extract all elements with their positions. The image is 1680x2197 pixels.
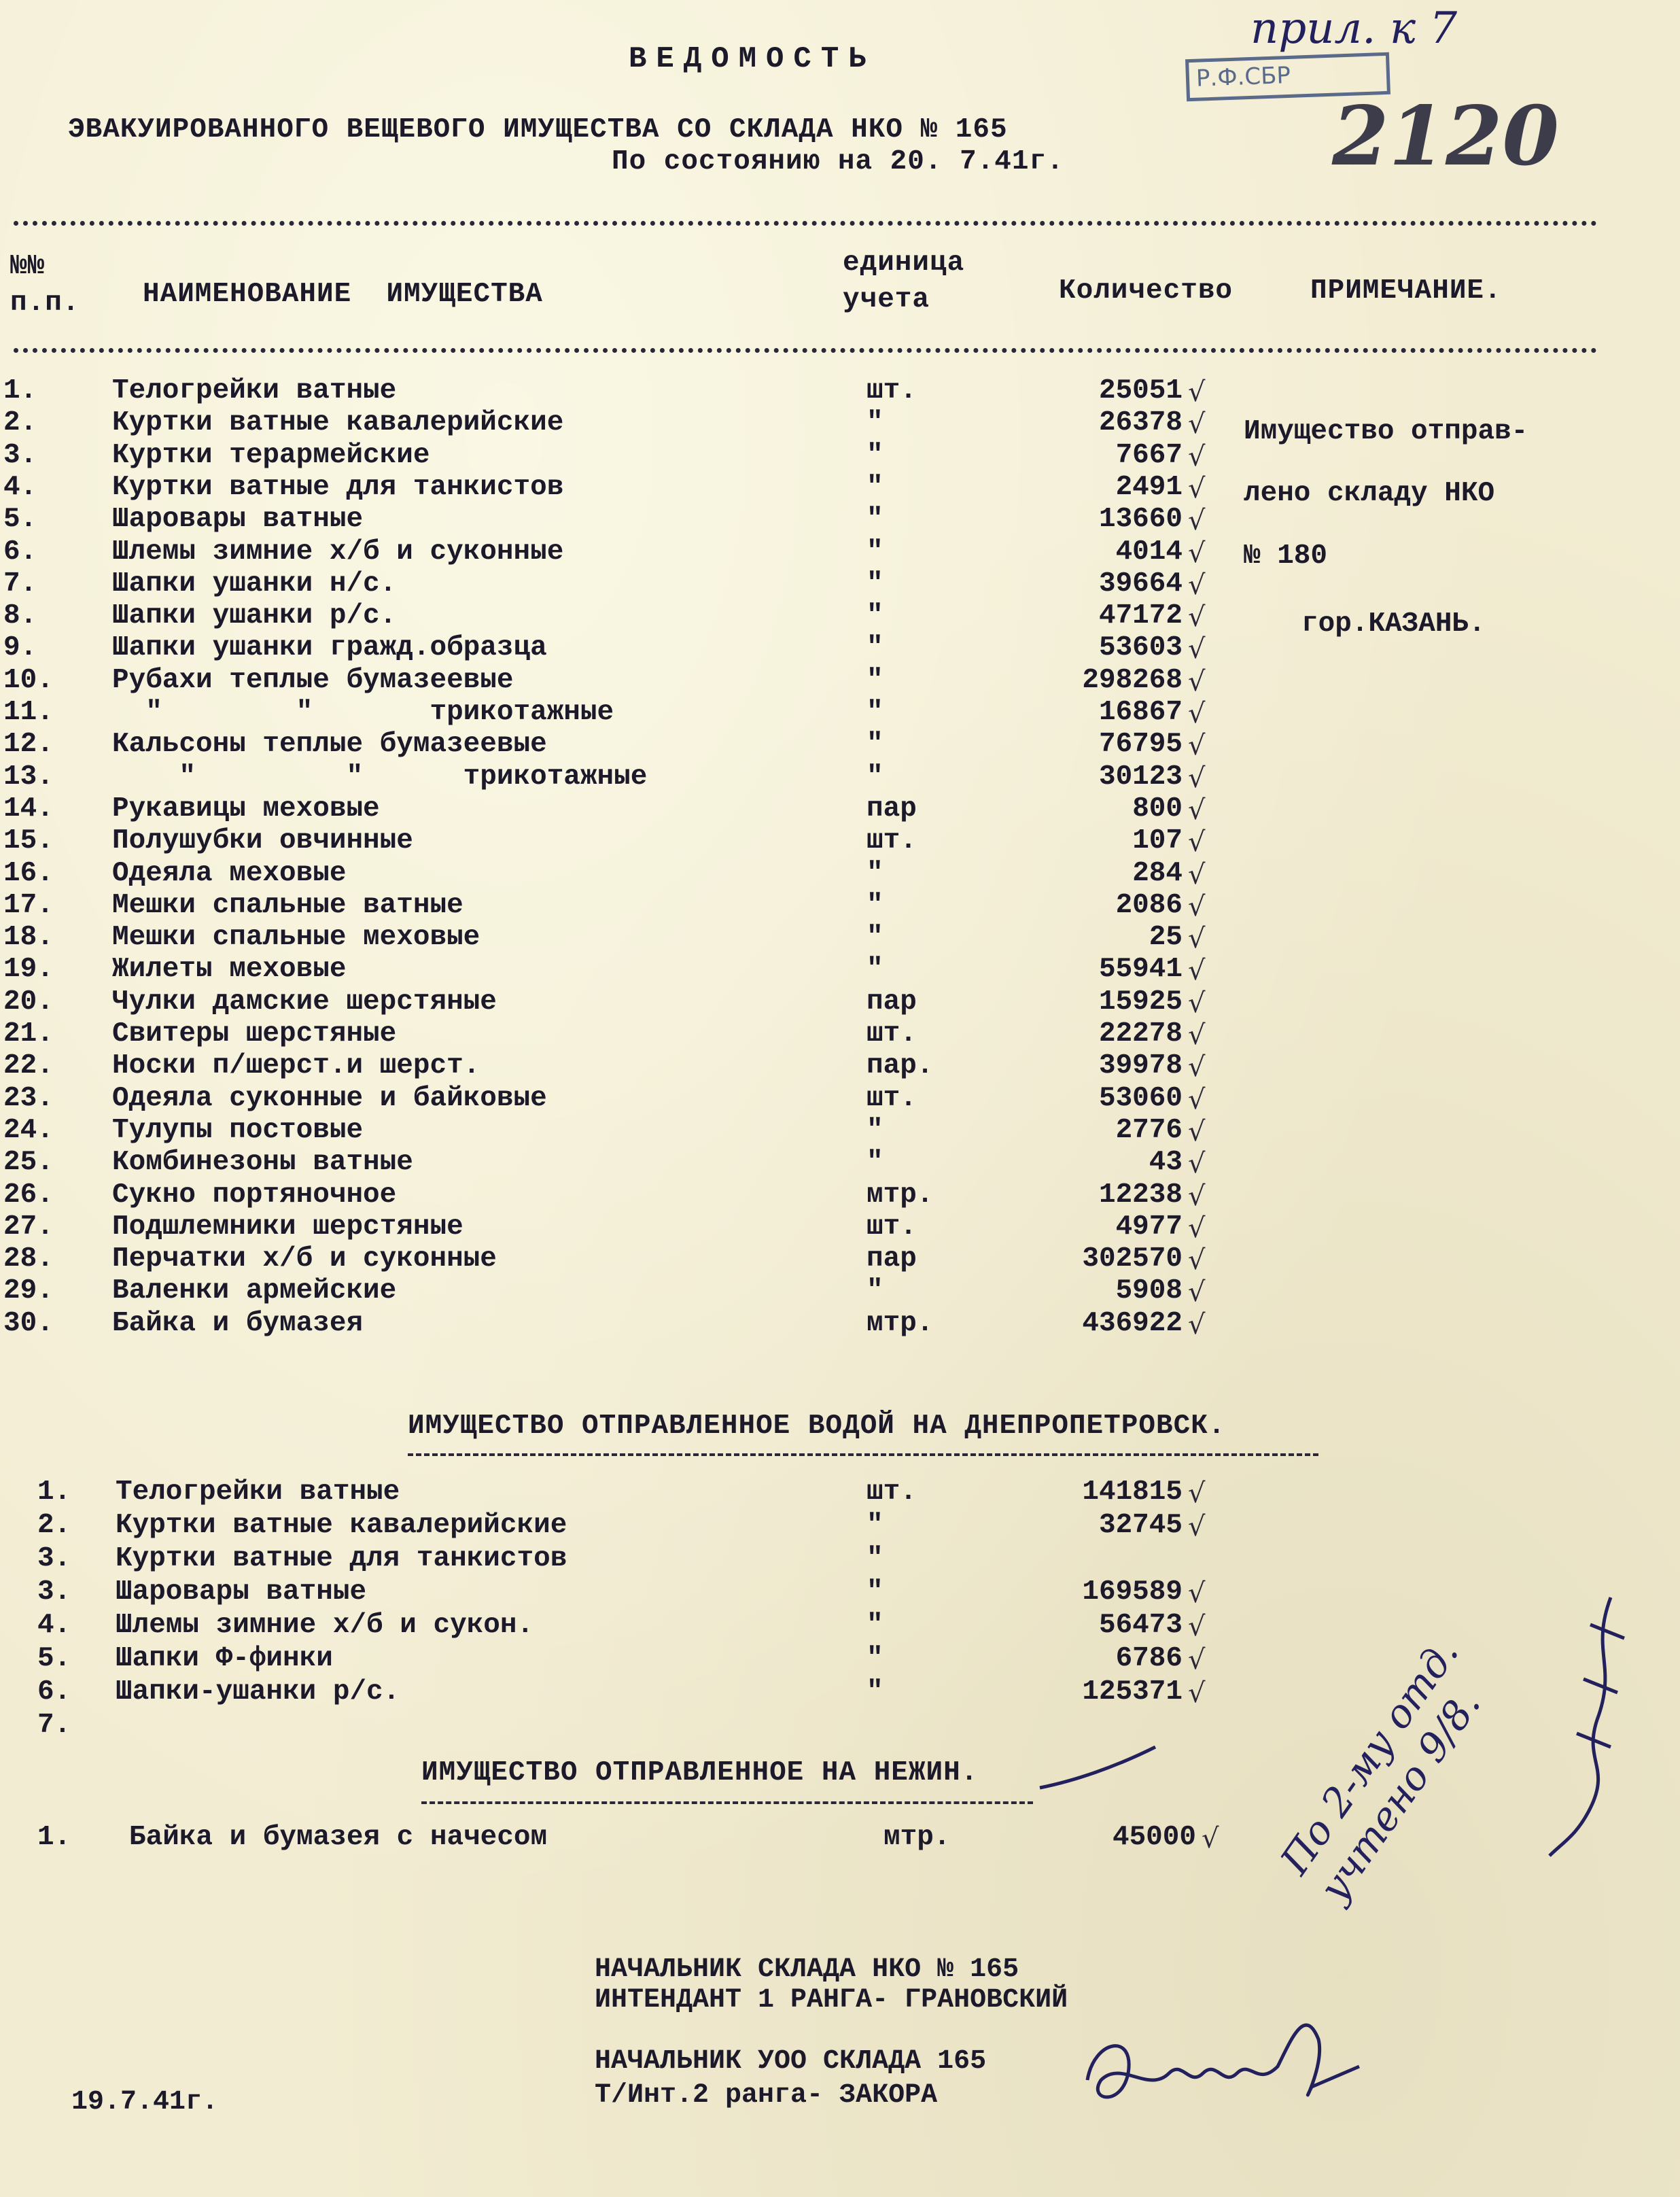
- row-number: 6.: [3, 536, 37, 568]
- row-number: 14.: [3, 793, 54, 825]
- item-unit: шт.: [867, 375, 917, 406]
- row-number: 4.: [3, 471, 37, 503]
- column-unit-header: единица учета: [843, 247, 965, 315]
- item-unit: пар.: [867, 1050, 934, 1082]
- item-name: Шлемы зимние х/б и сукон.: [116, 1610, 534, 1641]
- checkmark-icon: √: [1188, 634, 1206, 665]
- document-subtitle: ЭВАКУИРОВАННОГО ВЕЩЕВОГО ИМУЩЕСТВА СО СКЛАДА НКО № 165: [68, 114, 1008, 145]
- item-unit: ": [867, 407, 883, 439]
- item-unit: ": [867, 1275, 883, 1307]
- item-unit: ": [867, 1543, 883, 1574]
- item-unit: ": [867, 1576, 883, 1608]
- item-name: Мешки спальные ватные: [112, 889, 463, 921]
- item-name: Телогрейки ватные: [116, 1476, 400, 1508]
- item-quantity: 26378: [1098, 407, 1183, 439]
- handwritten-side-note: По 2-му отд. учтено 9/8.: [1271, 1630, 1490, 1910]
- row-number: 18.: [3, 922, 54, 954]
- item-unit: ": [867, 1510, 883, 1541]
- item-unit: ": [867, 536, 883, 568]
- item-name: Куртки ватные для танкистов: [112, 471, 564, 503]
- checkmark-icon: √: [1188, 859, 1206, 890]
- signature-line-3: НАЧАЛЬНИК УОО СКЛАДА 165: [595, 2046, 987, 2077]
- row-number: 1.: [37, 1476, 71, 1508]
- checkmark-icon: √: [1188, 1180, 1206, 1212]
- item-name: Чулки дамские шерстяные: [112, 986, 497, 1018]
- header-separator-top: [14, 221, 1597, 226]
- item-name: Кальсоны теплые бумазеевые: [112, 729, 547, 761]
- item-name: Телогрейки ватные: [112, 375, 397, 406]
- item-name: Байка и бумазея с начесом: [129, 1822, 548, 1853]
- checkmark-icon: √: [1188, 794, 1206, 826]
- item-unit: ": [867, 761, 883, 793]
- column-name-header: НАИМЕНОВАНИЕ ИМУЩЕСТВА: [143, 279, 543, 310]
- checkmark-icon: √: [1188, 1644, 1206, 1676]
- item-unit: шт.: [867, 1476, 917, 1508]
- item-quantity: 13660: [1098, 504, 1183, 536]
- row-number: 15.: [3, 825, 54, 857]
- item-unit: ": [867, 857, 883, 889]
- column-note-header: ПРИМЕЧАНИЕ.: [1310, 275, 1502, 307]
- pen-stroke-mark: [1033, 1740, 1169, 1801]
- item-name: Куртки ватные кавалерийские: [116, 1510, 567, 1541]
- item-name: Одеяла меховые: [112, 857, 347, 889]
- item-name: Шаровары ватные: [116, 1576, 367, 1608]
- item-unit: ": [867, 632, 883, 664]
- item-quantity: 2491: [1115, 471, 1183, 503]
- checkmark-icon: √: [1188, 1115, 1206, 1147]
- item-name: Мешки спальные меховые: [112, 922, 480, 954]
- row-number: 25.: [3, 1147, 54, 1179]
- checkmark-icon: √: [1188, 1578, 1206, 1609]
- item-quantity: 5908: [1115, 1275, 1183, 1307]
- item-name: Куртки ватные кавалерийские: [112, 407, 564, 439]
- row-number: 9.: [3, 632, 37, 664]
- row-number: 30.: [3, 1307, 54, 1339]
- row-number: 3.: [37, 1576, 71, 1608]
- row-number: 12.: [3, 729, 54, 761]
- row-number: 5.: [3, 504, 37, 536]
- item-quantity: 302570: [1082, 1243, 1183, 1275]
- checkmark-icon: √: [1188, 1212, 1206, 1244]
- item-unit: пар: [867, 793, 917, 825]
- item-quantity: 284: [1132, 857, 1183, 889]
- item-name: Полушубки овчинные: [112, 825, 413, 857]
- item-name: Комбинезоны ватные: [112, 1147, 413, 1179]
- item-quantity: 47172: [1098, 600, 1183, 632]
- item-name: Одеяла суконные и байковые: [112, 1082, 547, 1114]
- checkmark-icon: √: [1188, 698, 1206, 729]
- item-unit: ": [867, 1610, 883, 1641]
- item-unit: ": [867, 1676, 883, 1708]
- item-quantity: 4014: [1115, 536, 1183, 568]
- item-name: Шаровары ватные: [112, 504, 364, 536]
- note-line-4: гор.КАЗАНЬ.: [1301, 608, 1486, 640]
- item-quantity: 12238: [1098, 1179, 1183, 1211]
- item-name: Перчатки х/б и суконные: [112, 1243, 497, 1275]
- checkmark-icon: √: [1188, 987, 1206, 1019]
- item-unit: ": [867, 439, 883, 471]
- item-name: Шапки Ф-финки: [116, 1643, 333, 1674]
- checkmark-icon: √: [1188, 537, 1206, 569]
- note-line-1: Имущество отправ-: [1244, 416, 1528, 447]
- row-number: 10.: [3, 664, 54, 696]
- section2-underline: [408, 1453, 1318, 1456]
- handwritten-corner-note: прил. к 7: [1250, 3, 1458, 54]
- checkmark-icon: √: [1188, 1309, 1206, 1340]
- row-number: 20.: [3, 986, 54, 1018]
- item-name: Байка и бумазея: [112, 1307, 364, 1339]
- signature-scribble-zakora: [1074, 1999, 1373, 2134]
- row-number: 26.: [3, 1179, 54, 1211]
- checkmark-icon: √: [1188, 1245, 1206, 1277]
- item-unit: мтр.: [883, 1822, 951, 1853]
- item-unit: шт.: [867, 1018, 917, 1050]
- row-number: 1.: [3, 375, 37, 406]
- item-unit: ": [867, 504, 883, 536]
- checkmark-icon: √: [1188, 1052, 1206, 1084]
- checkmark-icon: √: [1188, 377, 1206, 408]
- row-number: 21.: [3, 1018, 54, 1050]
- checkmark-icon: √: [1202, 1823, 1219, 1854]
- item-name: Носки п/шерст.и шерст.: [112, 1050, 480, 1082]
- item-name: Куртки терармейские: [112, 439, 430, 471]
- item-name: " " трикотажные: [112, 697, 614, 728]
- checkmark-icon: √: [1188, 1277, 1206, 1309]
- checkmark-icon: √: [1188, 1148, 1206, 1180]
- item-name: Свитеры шерстяные: [112, 1018, 397, 1050]
- document-signing-date: 19.7.41г.: [71, 2087, 219, 2117]
- row-number: 16.: [3, 857, 54, 889]
- item-name: Куртки ватные для танкистов: [116, 1543, 567, 1574]
- item-quantity: 56473: [1098, 1610, 1183, 1641]
- section3-title: ИМУЩЕСТВО ОТПРАВЛЕННОЕ НА НЕЖИН.: [421, 1757, 979, 1788]
- item-unit: ": [867, 1114, 883, 1146]
- item-unit: ": [867, 889, 883, 921]
- checkmark-icon: √: [1188, 472, 1206, 504]
- item-quantity: 53060: [1098, 1082, 1183, 1114]
- row-number: 19.: [3, 954, 54, 986]
- checkmark-icon: √: [1188, 1678, 1206, 1709]
- checkmark-icon: √: [1188, 665, 1206, 697]
- row-number: 6.: [37, 1676, 71, 1708]
- row-number: 2.: [37, 1510, 71, 1541]
- checkmark-icon: √: [1188, 1020, 1206, 1051]
- item-quantity: 7667: [1115, 439, 1183, 471]
- row-number: 27.: [3, 1211, 54, 1243]
- checkmark-icon: √: [1188, 1611, 1206, 1642]
- row-number: 24.: [3, 1114, 54, 1146]
- item-unit: ": [867, 600, 883, 632]
- row-number: 1.: [37, 1822, 71, 1853]
- row-number: 2.: [3, 407, 37, 439]
- section2-title: ИМУЩЕСТВО ОТПРАВЛЕННОЕ ВОДОЙ НА ДНЕПРОПЕТРОВСК.: [408, 1411, 1226, 1442]
- item-quantity: 107: [1132, 825, 1183, 857]
- signature-line-1: НАЧАЛЬНИК СКЛАДА НКО № 165: [595, 1954, 1019, 1985]
- item-quantity: 39978: [1098, 1050, 1183, 1082]
- item-quantity: 39664: [1098, 568, 1183, 600]
- item-unit: пар: [867, 1243, 917, 1275]
- checkmark-icon: √: [1188, 955, 1206, 987]
- checkmark-icon: √: [1188, 1478, 1206, 1509]
- checkmark-icon: √: [1188, 827, 1206, 859]
- item-unit: ": [867, 471, 883, 503]
- item-name: Тулупы постовые: [112, 1114, 364, 1146]
- item-quantity: 125371: [1082, 1676, 1183, 1708]
- item-name: Жилеты меховые: [112, 954, 347, 986]
- signature-line-4: Т/Инт.2 ранга- ЗАКОРА: [595, 2080, 938, 2111]
- row-number: 29.: [3, 1275, 54, 1307]
- column-quantity-header: Количество: [1059, 275, 1233, 307]
- item-quantity: 2776: [1115, 1114, 1183, 1146]
- checkmark-icon: √: [1188, 1511, 1206, 1542]
- item-quantity: 76795: [1098, 729, 1183, 761]
- checkmark-icon: √: [1188, 409, 1206, 440]
- row-number: 7.: [3, 568, 37, 600]
- item-quantity: 55941: [1098, 954, 1183, 986]
- item-unit: ": [867, 922, 883, 954]
- archive-number: 2120: [1332, 88, 1559, 184]
- item-unit: ": [867, 729, 883, 761]
- item-unit: шт.: [867, 825, 917, 857]
- item-name: Шапки-ушанки р/с.: [116, 1676, 400, 1708]
- checkmark-icon: √: [1188, 762, 1206, 794]
- row-number: 5.: [37, 1643, 71, 1674]
- item-quantity: 25051: [1098, 375, 1183, 406]
- checkmark-icon: √: [1188, 890, 1206, 922]
- item-unit: ": [867, 1643, 883, 1674]
- item-quantity: 16867: [1098, 697, 1183, 728]
- item-name: Подшлемники шерстяные: [112, 1211, 463, 1243]
- item-unit: ": [867, 697, 883, 728]
- checkmark-icon: √: [1188, 440, 1206, 472]
- item-quantity: 32745: [1098, 1510, 1183, 1541]
- item-quantity: 43: [1149, 1147, 1183, 1179]
- item-unit: ": [867, 664, 883, 696]
- item-name: Шапки ушанки р/с.: [112, 600, 397, 632]
- row-number: 22.: [3, 1050, 54, 1082]
- row-number: 7.: [37, 1710, 71, 1741]
- item-unit: ": [867, 954, 883, 986]
- checkmark-icon: √: [1188, 1084, 1206, 1115]
- item-name: " " трикотажные: [112, 761, 648, 793]
- note-line-2: лено складу НКО: [1244, 478, 1495, 509]
- item-quantity: 141815: [1082, 1476, 1183, 1508]
- item-unit: шт.: [867, 1211, 917, 1243]
- item-quantity: 436922: [1082, 1307, 1183, 1339]
- item-quantity: 25: [1149, 922, 1183, 954]
- item-quantity: 4977: [1115, 1211, 1183, 1243]
- row-number: 23.: [3, 1082, 54, 1114]
- item-name: Шапки ушанки н/с.: [112, 568, 397, 600]
- row-number: 4.: [37, 1610, 71, 1641]
- item-name: Рубахи теплые бумазеевые: [112, 664, 514, 696]
- row-number: 13.: [3, 761, 54, 793]
- note-line-3: № 180: [1244, 540, 1328, 572]
- row-number: 3.: [3, 439, 37, 471]
- item-unit: ": [867, 1147, 883, 1179]
- checkmark-icon: √: [1188, 569, 1206, 601]
- item-quantity: 298268: [1082, 664, 1183, 696]
- section3-underline: [421, 1801, 1033, 1804]
- document-date-line: По состоянию на 20. 7.41г.: [612, 146, 1064, 177]
- item-quantity: 53603: [1098, 632, 1183, 664]
- item-quantity: 22278: [1098, 1018, 1183, 1050]
- item-unit: мтр.: [867, 1307, 934, 1339]
- item-quantity: 15925: [1098, 986, 1183, 1018]
- row-number: 8.: [3, 600, 37, 632]
- item-quantity: 169589: [1082, 1576, 1183, 1608]
- item-name: Рукавицы меховые: [112, 793, 380, 825]
- item-quantity: 30123: [1098, 761, 1183, 793]
- checkmark-icon: √: [1188, 602, 1206, 634]
- item-name: Сукно портяночное: [112, 1179, 397, 1211]
- item-unit: ": [867, 568, 883, 600]
- item-name: Шлемы зимние х/б и суконные: [112, 536, 564, 568]
- item-name: Валенки армейские: [112, 1275, 397, 1307]
- archive-stamp-text: Р.Ф.СБР: [1195, 61, 1291, 92]
- checkmark-icon: √: [1188, 923, 1206, 955]
- checkmark-icon: √: [1188, 505, 1206, 537]
- row-number: 17.: [3, 889, 54, 921]
- signature-line-2: ИНТЕНДАНТ 1 РАНГА- ГРАНОВСКИЙ: [595, 1985, 1068, 2016]
- item-quantity: 2086: [1115, 889, 1183, 921]
- header-separator-bottom: [14, 348, 1597, 353]
- checkmark-icon: √: [1188, 730, 1206, 762]
- column-number-header: №№ п.п.: [10, 251, 80, 319]
- row-number: 3.: [37, 1543, 71, 1574]
- item-name: Шапки ушанки гражд.образца: [112, 632, 547, 664]
- item-unit: мтр.: [867, 1179, 934, 1211]
- row-number: 11.: [3, 697, 54, 728]
- item-unit: шт.: [867, 1082, 917, 1114]
- item-unit: пар: [867, 986, 917, 1018]
- row-number: 28.: [3, 1243, 54, 1275]
- document-title: ВЕДОМОСТЬ: [629, 42, 876, 76]
- item-quantity: 800: [1132, 793, 1183, 825]
- item-quantity: 6786: [1115, 1643, 1183, 1674]
- signature-scribble-side: [1509, 1584, 1645, 1869]
- item-quantity: 45000: [1112, 1822, 1196, 1853]
